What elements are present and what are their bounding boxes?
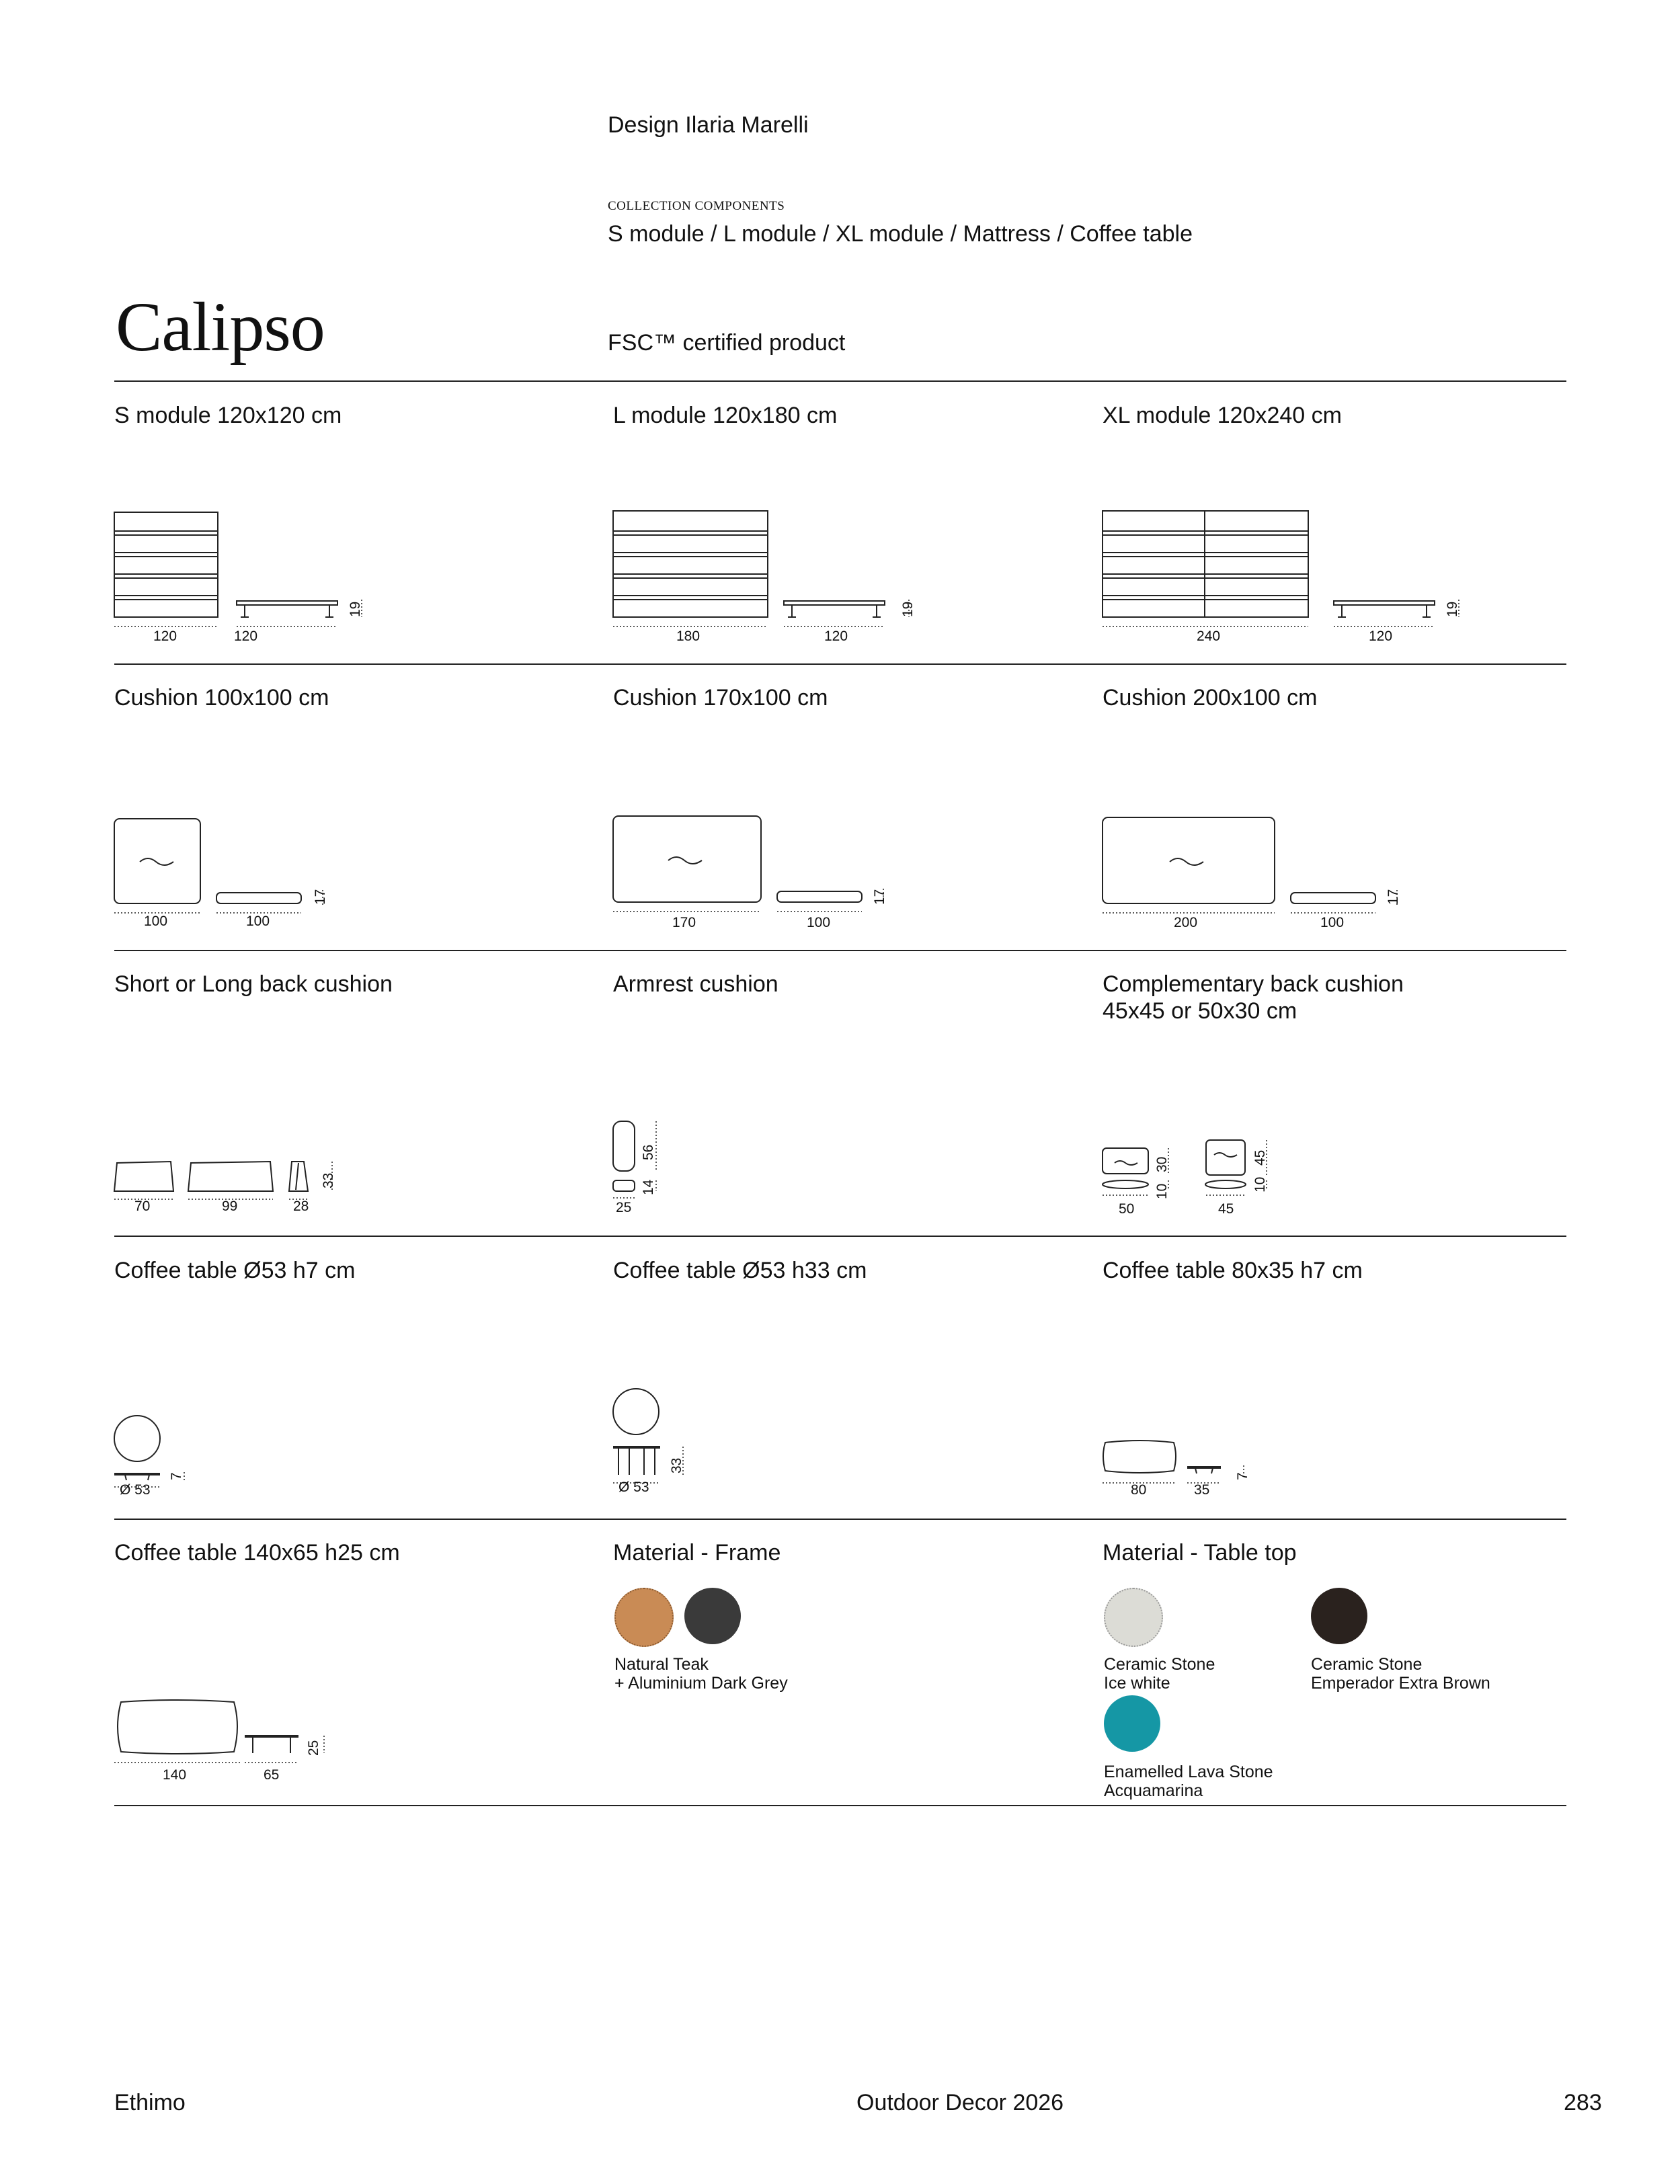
dim-height: 17: [1386, 889, 1401, 905]
dim-depth: 100: [246, 914, 270, 929]
designer-credit: Design Ilaria Marelli: [608, 112, 809, 138]
dim-diameter: Ø 53: [618, 1480, 649, 1495]
dim-depth: 120: [234, 629, 258, 644]
xl-module-drawing: [1101, 510, 1451, 631]
dim-height: 17: [313, 889, 328, 905]
dim-depth: 100: [1320, 915, 1345, 930]
dim-width: 170: [672, 915, 696, 930]
dim-width: 240: [1197, 629, 1221, 644]
dim-depth: 35: [1194, 1482, 1210, 1498]
acquamarina-name: Enamelled Lava Stone: [1104, 1763, 1273, 1781]
coffee-table-140-label: Coffee table 140x65 h25 cm: [114, 1540, 400, 1566]
dim-height: 56: [641, 1144, 656, 1160]
armrest-cushion-label: Armrest cushion: [613, 971, 778, 997]
dim-height: 33: [321, 1172, 336, 1188]
s-module-drawing: [113, 511, 382, 632]
material-table-top-label: Material - Table top: [1103, 1540, 1297, 1566]
complementary-cushion-size: 45x45 or 50x30 cm: [1103, 998, 1297, 1024]
coffee-table-h7-label: Coffee table Ø53 h7 cm: [114, 1258, 356, 1283]
coffee-table-80x35-drawing: [1101, 1439, 1249, 1499]
dim-width: 200: [1174, 915, 1198, 930]
dim-height: 17: [872, 889, 887, 905]
dim-height: 7: [169, 1472, 184, 1480]
acquamarina-name-2: Acquamarina: [1104, 1781, 1203, 1800]
footer-catalog: Outdoor Decor 2026: [856, 2090, 1064, 2115]
dim-depth: 65: [264, 1767, 280, 1783]
l-module-label: L module 120x180 cm: [613, 403, 838, 428]
cushion-170-label: Cushion 170x100 cm: [613, 685, 828, 711]
dim-depth: 28: [293, 1199, 309, 1214]
divider: [114, 1236, 1566, 1237]
dim-width: 100: [144, 914, 168, 929]
components-list: S module / L module / XL module / Mattress / Coffee table: [608, 221, 1193, 247]
back-cushion-label: Short or Long back cushion: [114, 971, 393, 997]
dim-height: 33: [669, 1457, 684, 1473]
dim-depth: 100: [807, 915, 831, 930]
dim-depth: 120: [1369, 629, 1393, 644]
dim-depth-10: 10: [1154, 1183, 1170, 1199]
cushion-170-drawing: [612, 815, 894, 922]
dim-depth-10: 10: [1252, 1176, 1268, 1192]
material-frame-label: Material - Frame: [613, 1540, 781, 1566]
complementary-cushion-label: Complementary back cushion: [1103, 971, 1404, 997]
emperador-brown-name: Ceramic Stone: [1311, 1655, 1423, 1674]
dim-height: 7: [1235, 1472, 1250, 1480]
certification-note: FSC™ certified product: [608, 330, 846, 356]
dim-height-45: 45: [1252, 1149, 1268, 1166]
dim-width-45: 45: [1218, 1201, 1234, 1217]
dim-length: 140: [163, 1767, 187, 1783]
dim-height: 19: [348, 601, 363, 617]
dim-height-30: 30: [1154, 1156, 1170, 1172]
dim-width: 25: [616, 1200, 632, 1215]
coffee-table-h33-label: Coffee table Ø53 h33 cm: [613, 1258, 867, 1283]
emperador-brown-swatch: [1311, 1588, 1367, 1644]
cushion-200-label: Cushion 200x100 cm: [1103, 685, 1318, 711]
natural-teak-swatch: [614, 1588, 674, 1647]
divider: [114, 950, 1566, 951]
dim-short-length: 70: [134, 1199, 151, 1214]
s-module-label: S module 120x120 cm: [114, 403, 342, 428]
cushion-100-label: Cushion 100x100 cm: [114, 685, 329, 711]
dim-height: 25: [306, 1740, 321, 1756]
divider: [114, 663, 1566, 665]
dim-width-50: 50: [1119, 1201, 1135, 1217]
frame-material-name-2: + Aluminium Dark Grey: [614, 1674, 788, 1693]
dim-width: 180: [676, 629, 701, 644]
emperador-brown-name-2: Emperador Extra Brown: [1311, 1674, 1490, 1693]
ice-white-name: Ceramic Stone: [1104, 1655, 1215, 1674]
xl-module-label: XL module 120x240 cm: [1103, 403, 1342, 428]
ice-white-name-2: Ice white: [1104, 1674, 1170, 1693]
product-title: Calipso: [116, 288, 325, 366]
dim-depth: 14: [641, 1179, 656, 1195]
dim-depth: 120: [824, 629, 848, 644]
dim-length: 80: [1131, 1482, 1147, 1498]
dim-width: 120: [153, 629, 177, 644]
dim-height: 19: [900, 601, 916, 617]
frame-material-name: Natural Teak: [614, 1655, 709, 1674]
coffee-table-140-drawing: [113, 1698, 342, 1779]
l-module-drawing: [612, 510, 914, 631]
footer-brand: Ethimo: [114, 2090, 186, 2115]
dim-long-length: 99: [222, 1199, 238, 1214]
aluminium-dark-grey-swatch: [684, 1588, 741, 1644]
divider: [114, 380, 1566, 382]
acquamarina-swatch: [1104, 1695, 1160, 1752]
footer-page-number: 283: [1564, 2090, 1602, 2115]
ice-white-swatch: [1104, 1588, 1163, 1647]
cushion-100-drawing: [113, 817, 342, 925]
divider: [114, 1805, 1566, 1806]
divider: [114, 1519, 1566, 1520]
cushion-200-drawing: [1101, 816, 1404, 924]
components-heading: COLLECTION COMPONENTS: [608, 199, 785, 213]
coffee-table-h33-drawing: [612, 1387, 719, 1495]
dim-height: 19: [1445, 601, 1460, 617]
coffee-table-80x35-label: Coffee table 80x35 h7 cm: [1103, 1258, 1363, 1283]
dim-diameter: Ø 53: [120, 1482, 151, 1498]
